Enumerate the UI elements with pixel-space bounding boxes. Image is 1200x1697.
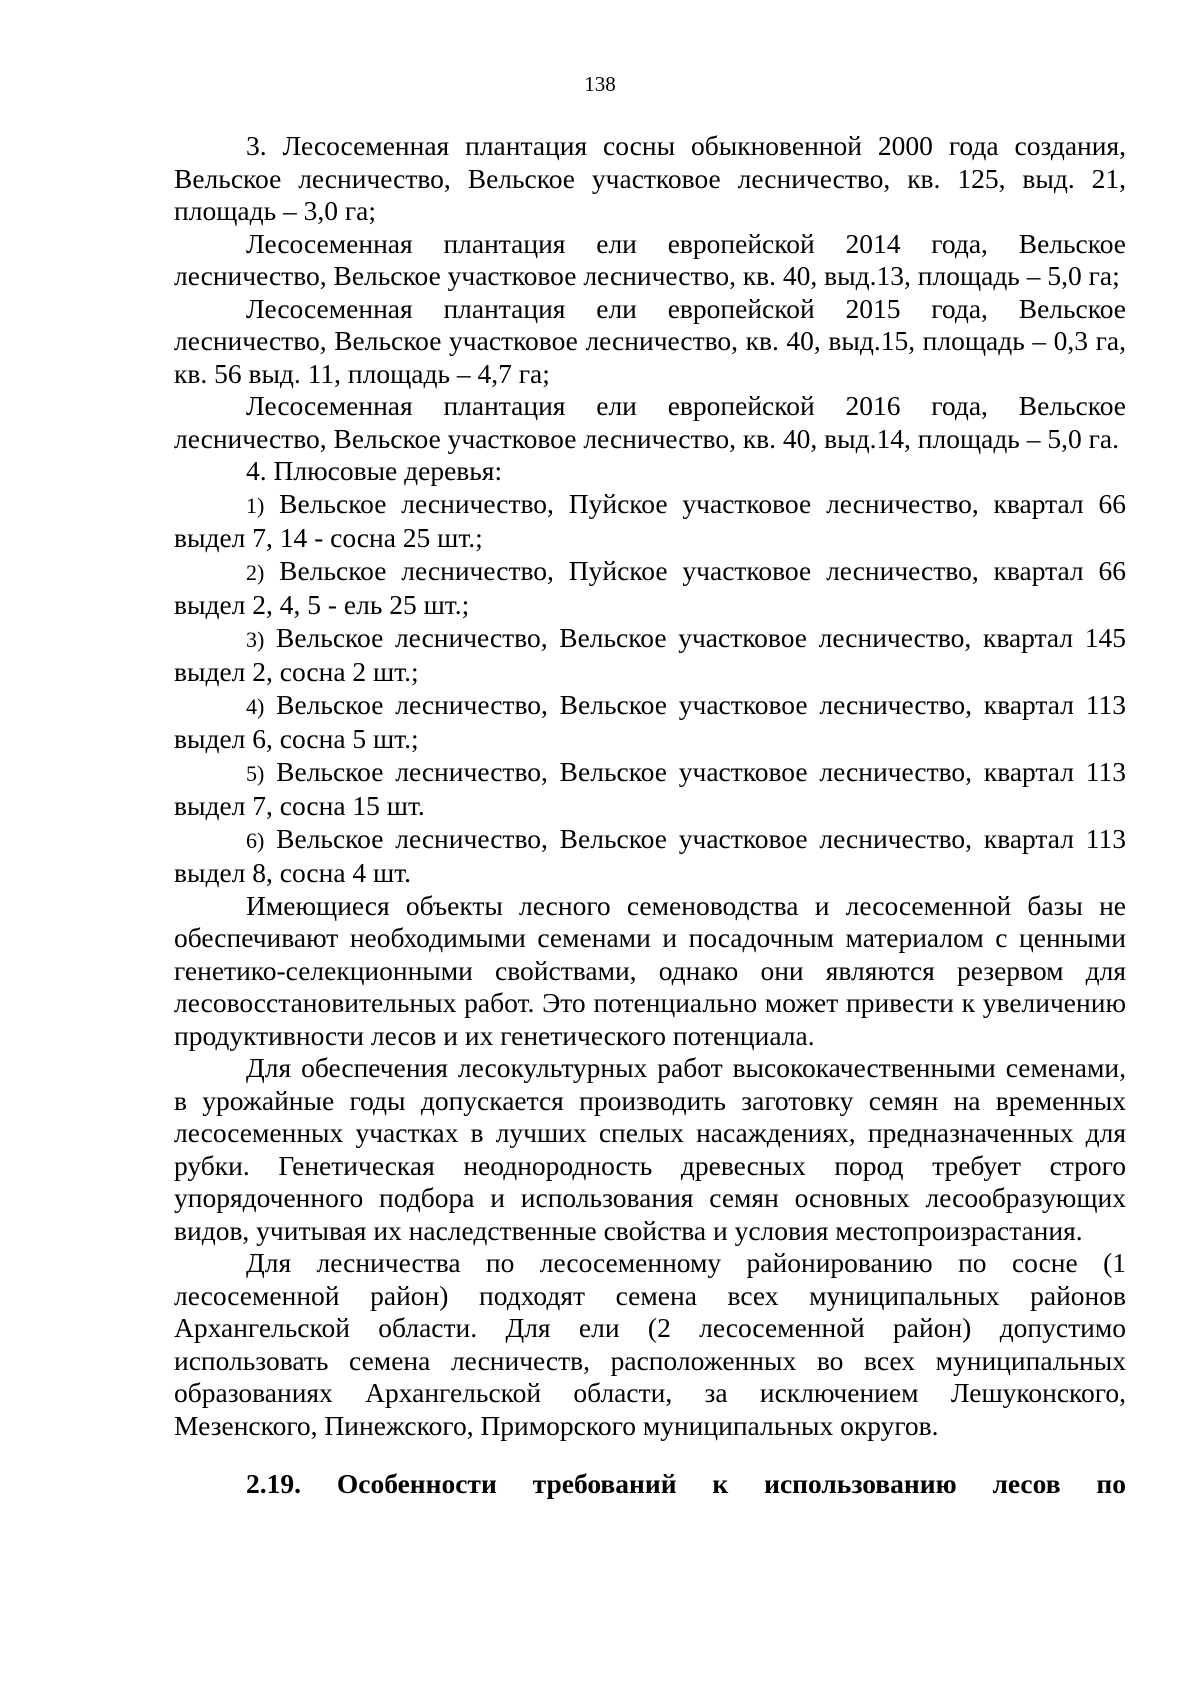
- list-item-number: 6): [246, 827, 265, 853]
- list-item: [174, 689, 1126, 756]
- list-item: [174, 488, 1126, 555]
- list-item-text: Вельское лесничество, Пуйское участковое лесничество, квартал 66 выдел 2, 4, 5 - ель 25 шт.;: [174, 554, 1126, 620]
- paragraph-seed-base-assessment: Имеющиеся объекты лесного семеноводства и лесосеменной базы не обеспечивают необходимыми семенами и посадочным материалом с ценными генетико-селекционными свойствами, однако они являются резервом для лесовосстановительных работ. Это потенциально может привести к увеличению продуктивности лесов и их генетического потенциала.: [174, 889, 1126, 1051]
- paragraph-seed-plantation-pine: 3. Лесосеменная плантация сосны обыкновенной 2000 года создания, Вельское лесничество, Вельское участковое лесничество, кв. 125, выд. 21, площадь – 3,0 га;: [174, 130, 1126, 226]
- list-item-text: Вельское лесничество, Вельское участковое лесничество, квартал 113 выдел 8, сосна 4 шт.: [174, 822, 1126, 888]
- list-item-text: Вельское лесничество, Пуйское участковое лесничество, квартал 66 выдел 7, 14 - сосна 25 шт.;: [174, 487, 1126, 553]
- paragraph-seed-plantation-spruce-2016: Лесосеменная плантация ели европейской 2016 года, Вельское лесничество, Вельское участковое лесничество, кв. 40, выд.14, площадь – 5,0 га.: [174, 390, 1126, 454]
- paragraph-seed-plantation-spruce-2014: Лесосеменная плантация ели европейской 2014 года, Вельское лесничество, Вельское участковое лесничество, кв. 40, выд.13, площадь – 5,0 га;: [174, 227, 1126, 291]
- paragraph-seed-zoning: Для лесничества по лесосеменному районированию по сосне (1 лесосеменной район) подходят семена всех муниципальных районов Архангельской области. Для ели (2 лесосеменной район) допустимо использовать семена лесничеств, расположенных во всех муниципальных образованиях Архангельской области, за исключением Лешуконского, Мезенского, Пинежского, Приморского муниципальных округов.: [174, 1247, 1126, 1441]
- list-item-number: 1): [246, 492, 265, 518]
- paragraph-plus-trees-heading: 4. Плюсовые деревья:: [246, 455, 503, 486]
- list-item: [174, 622, 1126, 689]
- list-item-text: Вельское лесничество, Вельское участковое лесничество, квартал 145 выдел 2, сосна 2 шт.;: [174, 621, 1126, 687]
- section-heading: 2.19. Особенности требований к использованию лесов по: [246, 1468, 1126, 1499]
- list-item-text: Вельское лесничество, Вельское участковое лесничество, квартал 113 выдел 7, сосна 15 шт.: [174, 755, 1126, 821]
- paragraph-seed-harvesting: Для обеспечения лесокультурных работ высококачественными семенами, в урожайные годы допускается производить заготовку семян на временных лесосеменных участках в лучших спелых насаждениях, предназначенных для рубки. Генетическая неоднородность древесных пород требует строго упорядоченного подбора и использования семян основных лесообразующих видов, учитывая их наследственные свойства и условия местопроизрастания.: [174, 1052, 1126, 1246]
- list-item-number: 2): [246, 559, 265, 585]
- list-item-number: 5): [246, 760, 265, 786]
- page-number: 138: [584, 72, 616, 96]
- list-item-number: 4): [246, 693, 265, 719]
- list-item-text: Вельское лесничество, Вельское участковое лесничество, квартал 113 выдел 6, сосна 5 шт.;: [174, 688, 1126, 754]
- list-item-number: 3): [246, 626, 265, 652]
- document-body: [174, 130, 1126, 1501]
- list-item: [174, 555, 1126, 622]
- list-item: [174, 823, 1126, 890]
- list-item: [174, 756, 1126, 823]
- paragraph-seed-plantation-spruce-2015: Лесосеменная плантация ели европейской 2015 года, Вельское лесничество, Вельское участковое лесничество, кв. 40, выд.15, площадь – 0,3 га, кв. 56 выд. 11, площадь – 4,7 га;: [174, 292, 1126, 389]
